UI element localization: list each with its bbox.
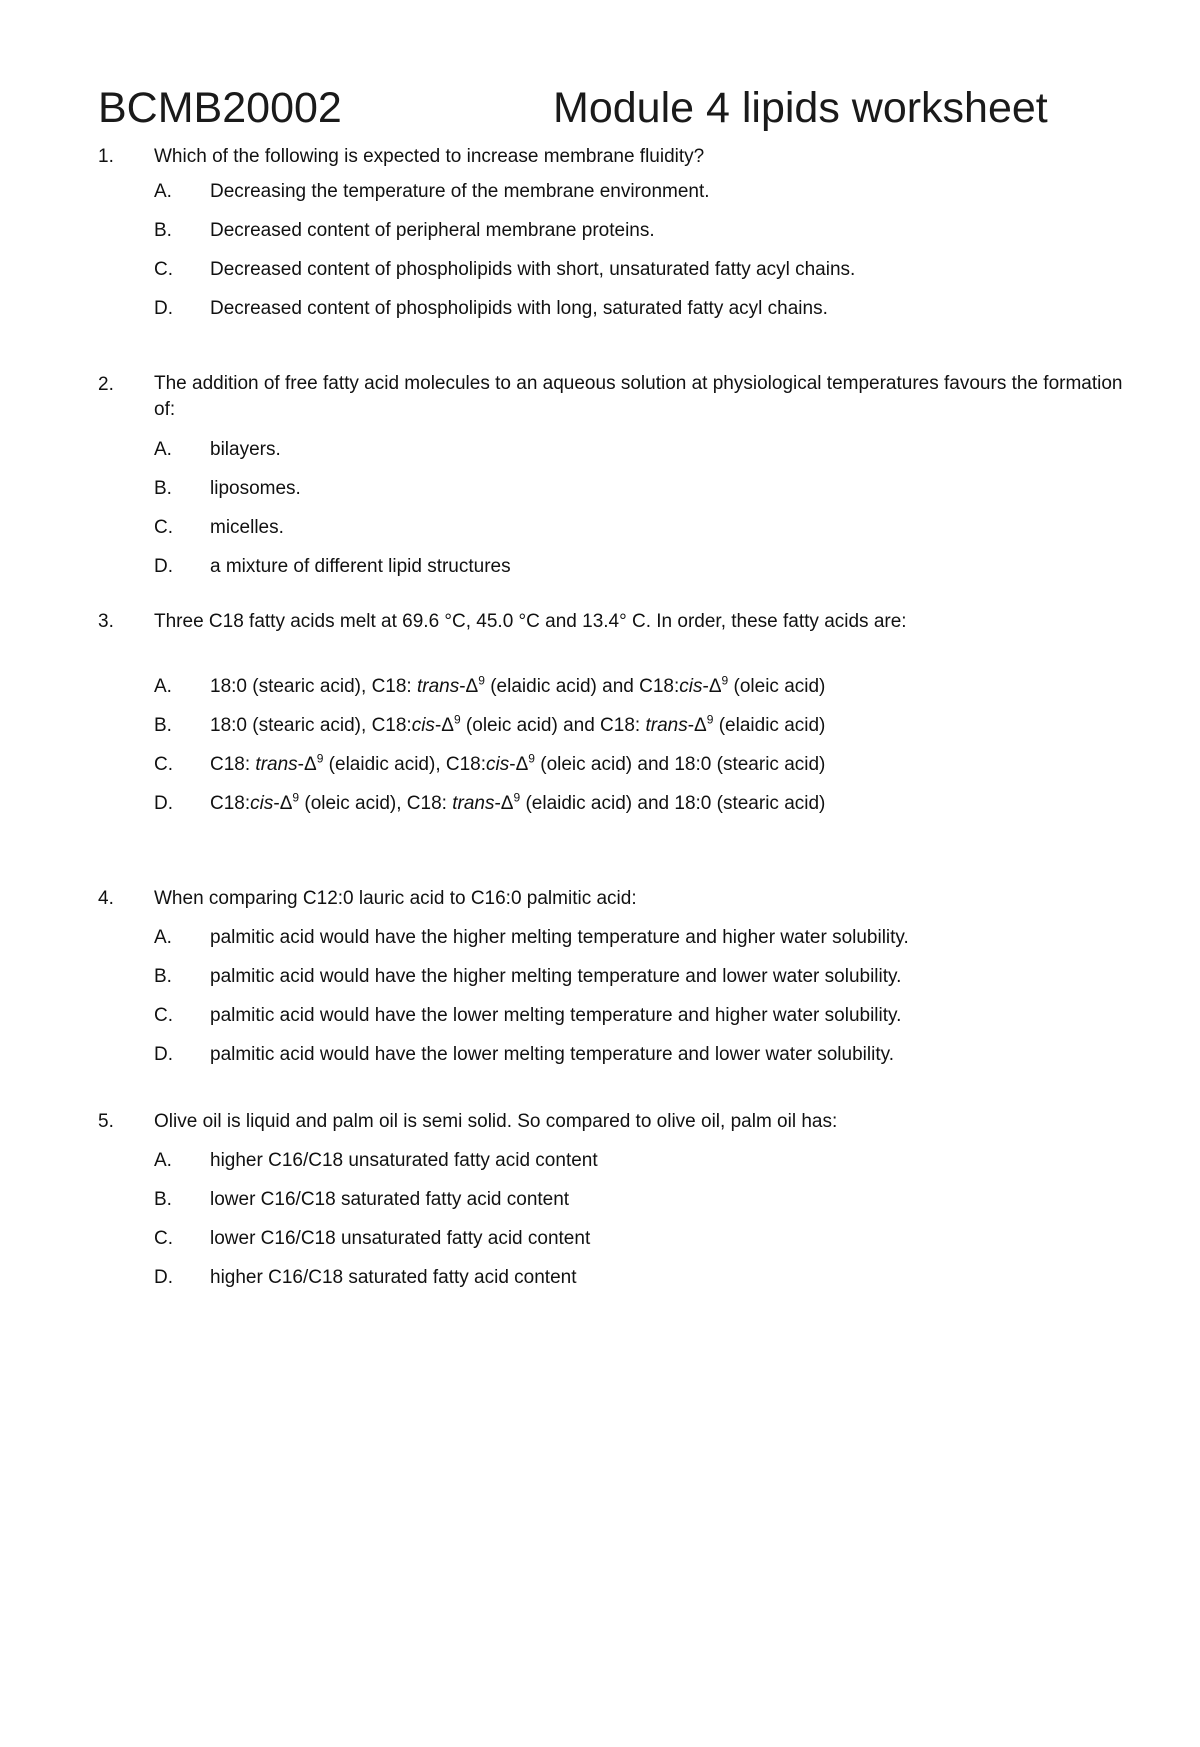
question-1-text: Which of the following is expected to increase membrane fluidity? [154, 146, 705, 167]
question-4-option-d-letter: D. [154, 1044, 173, 1065]
question-3-number: 3. [98, 611, 114, 632]
question-5-option-c-text: lower C16/C18 unsaturated fatty acid content [210, 1228, 591, 1249]
question-1-option-c-text: Decreased content of phospholipids with short, unsaturated fatty acyl chains. [210, 259, 856, 280]
question-3-option-a-letter: A. [154, 675, 182, 699]
question-3-option-a-text: 18:0 (stearic acid), C18: trans-$\Delta^9$ (elaidic acid) and $C18:cis-\Delta^9$ (oleic acid) [210, 673, 826, 697]
question-1-option-d-text: Decreased content of phospholipids with long, saturated fatty acyl chains. [210, 298, 828, 319]
question-4-option-a-letter: A. [154, 927, 172, 948]
question-1-number: 1. [98, 146, 114, 167]
question-4-option-d-text: palmitic acid would have the lower melting temperature and lower water solubility. [210, 1044, 894, 1065]
question-5-number: 5. [98, 1111, 114, 1132]
question-5-option-b-text: lower C16/C18 saturated fatty acid content [210, 1189, 570, 1210]
question-5-option-d-letter: D. [154, 1266, 182, 1290]
question-4-text: When comparing C12:0 lauric acid to C16:0 palmitic acid: [154, 888, 637, 909]
question-1-option-a-text: Decreasing the temperature of the membrane environment. [210, 181, 710, 202]
question-2-option-b-text: liposomes. [210, 478, 301, 499]
question-3-option-c-letter: C. [154, 754, 173, 775]
question-4-option-a-text: palmitic acid would have the higher melting temperature and higher water solubility. [210, 927, 909, 948]
question-5-text: Olive oil is liquid and palm oil is semi solid. So compared to olive oil, palm oil has: [154, 1111, 838, 1132]
question-4-option-b-text: palmitic acid would have the higher melting temperature and lower water solubility. [210, 966, 902, 987]
document-title: Module 4 lipids worksheet [553, 84, 1048, 132]
question-5-option-a-letter: A. [154, 1150, 172, 1171]
question-2-option-b-letter: B. [154, 478, 172, 499]
question-3-option-b-text: 18:0 (stearic acid), $C18:cis-\Delta^9$ (oleic acid) and C18: trans-$\Delta^9$ (elaidic acid) [210, 712, 826, 736]
question-4-option-b-letter: B. [154, 965, 182, 989]
question-3-option-b-letter: B. [154, 715, 172, 736]
question-2-number: 2. [98, 374, 114, 395]
question-1-option-c-letter: C. [154, 259, 173, 280]
question-2-option-d-letter: D. [154, 556, 173, 577]
question-3-option-d-letter: D. [154, 793, 173, 814]
question-3-text: Three C18 fatty acids melt at 69.6 °C, 45.0 °C and 13.4° C. In order, these fatty acids are: [154, 611, 907, 632]
question-2-option-a-letter: A. [154, 439, 172, 460]
document-header [98, 80, 1098, 136]
question-2-option-d-text: a mixture of different lipid structures [210, 556, 511, 577]
question-1-option-a-letter: A. [154, 181, 172, 202]
question-2-text: The addition of free fatty acid molecules to an aqueous solution at physiological temperatures favours the formation of: [154, 373, 1123, 420]
question-4-number: 4. [98, 888, 114, 909]
question-2-option-a-text: bilayers. [210, 439, 281, 460]
question-1-option-d-letter: D. [154, 297, 182, 321]
question-5-option-c-letter: C. [154, 1227, 182, 1251]
question-1-option-b-letter: B. [154, 220, 172, 241]
question-2-option-c-text: micelles. [210, 517, 284, 538]
question-5-option-d-text: higher C16/C18 saturated fatty acid content [210, 1267, 577, 1288]
question-2-option-c-letter: C. [154, 516, 182, 540]
question-4-option-c-letter: C. [154, 1005, 173, 1026]
question-3-option-d-text: $C18:cis-\Delta^9$ (oleic acid), C18: trans-$\Delta^9$ (elaidic acid) and 18:0 (stearic acid) [210, 790, 826, 814]
question-5-option-b-letter: B. [154, 1189, 172, 1210]
question-3-option-c-text: C18: trans-$\Delta^9$ (elaidic acid), $C18:cis-\Delta^9$ (oleic acid) and 18:0 (stearic acid) [210, 751, 826, 775]
question-5-option-a-text: higher C16/C18 unsaturated fatty acid content [210, 1150, 598, 1171]
question-4-option-c-text: palmitic acid would have the lower melting temperature and higher water solubility. [210, 1005, 902, 1026]
course-code: BCMB20002 [98, 84, 342, 132]
question-1-option-b-text: Decreased content of peripheral membrane proteins. [210, 220, 655, 241]
